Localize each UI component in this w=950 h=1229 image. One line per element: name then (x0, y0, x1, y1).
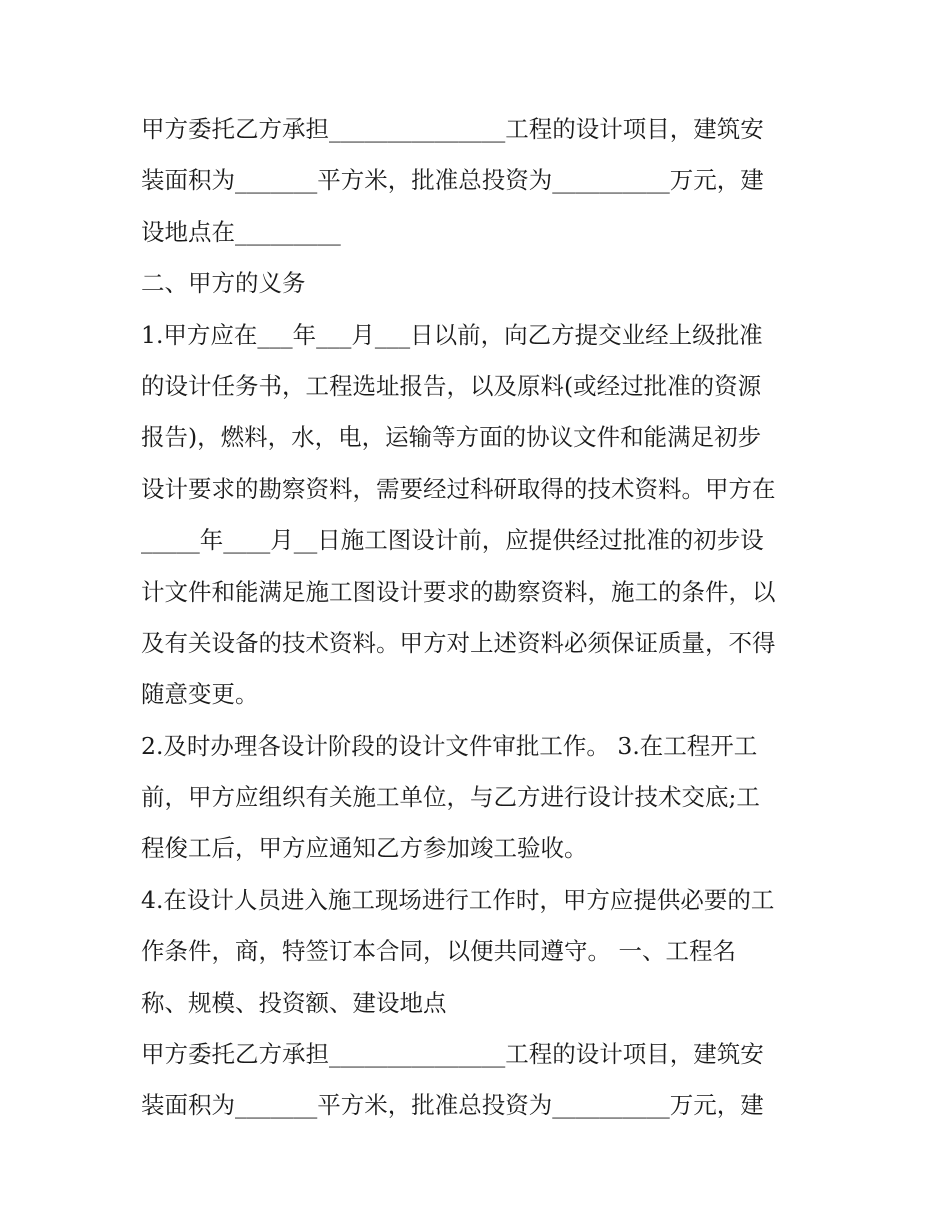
text-line: 计文件和能满足施工图设计要求的勘察资料，施工的条件，以 (141, 577, 776, 606)
text-line: 前，甲方应组织有关施工单位，与乙方进行设计技术交底;工 (141, 783, 760, 812)
text-line: 2.及时办理各设计阶段的设计文件审批工作。 3.在工程开工 (141, 731, 758, 760)
text-line: 作条件，商，特签订本合同，以便共同遵守。 一、工程名 (141, 937, 736, 966)
section-heading: 二、甲方的义务 (141, 269, 306, 298)
text-line: 甲方委托乙方承担_______________工程的设计项目，建筑安 (141, 1040, 764, 1069)
text-line: 装面积为_______平方米，批准总投资为__________万元，建 (141, 1091, 764, 1120)
text-line: 程俊工后，甲方应通知乙方参加竣工验收。 (141, 834, 588, 863)
text-line: 设计要求的勘察资料，需要经过科研取得的技术资料。甲方在 (141, 474, 776, 503)
text-line: 随意变更。 (141, 680, 259, 709)
text-line: 4.在设计人员进入施工现场进行工作时，甲方应提供必要的工 (141, 885, 775, 914)
text-line: 报告)，燃料，水，电，运输等方面的协议文件和能满足初步 (141, 423, 762, 452)
text-line: 称、规模、投资额、建设地点 (141, 988, 447, 1017)
contract-body-text (141, 104, 831, 1132)
text-line: 及有关设备的技术资料。甲方对上述资料必须保证质量，不得 (141, 628, 776, 657)
text-line: 的设计任务书，工程选址报告，以及原料(或经过批准的资源 (141, 371, 762, 400)
text-line: 甲方委托乙方承担_______________工程的设计项目，建筑安 (141, 115, 764, 143)
text-line: 1.甲方应在___年___月___日以前，向乙方提交业经上级批准 (141, 320, 763, 349)
text-line: _____年____月__日施工图设计前，应提供经过批准的初步设 (141, 526, 764, 555)
text-line: 装面积为_______平方米，批准总投资为__________万元，建 (141, 166, 764, 195)
text-line: 设地点在_________ (141, 217, 341, 246)
